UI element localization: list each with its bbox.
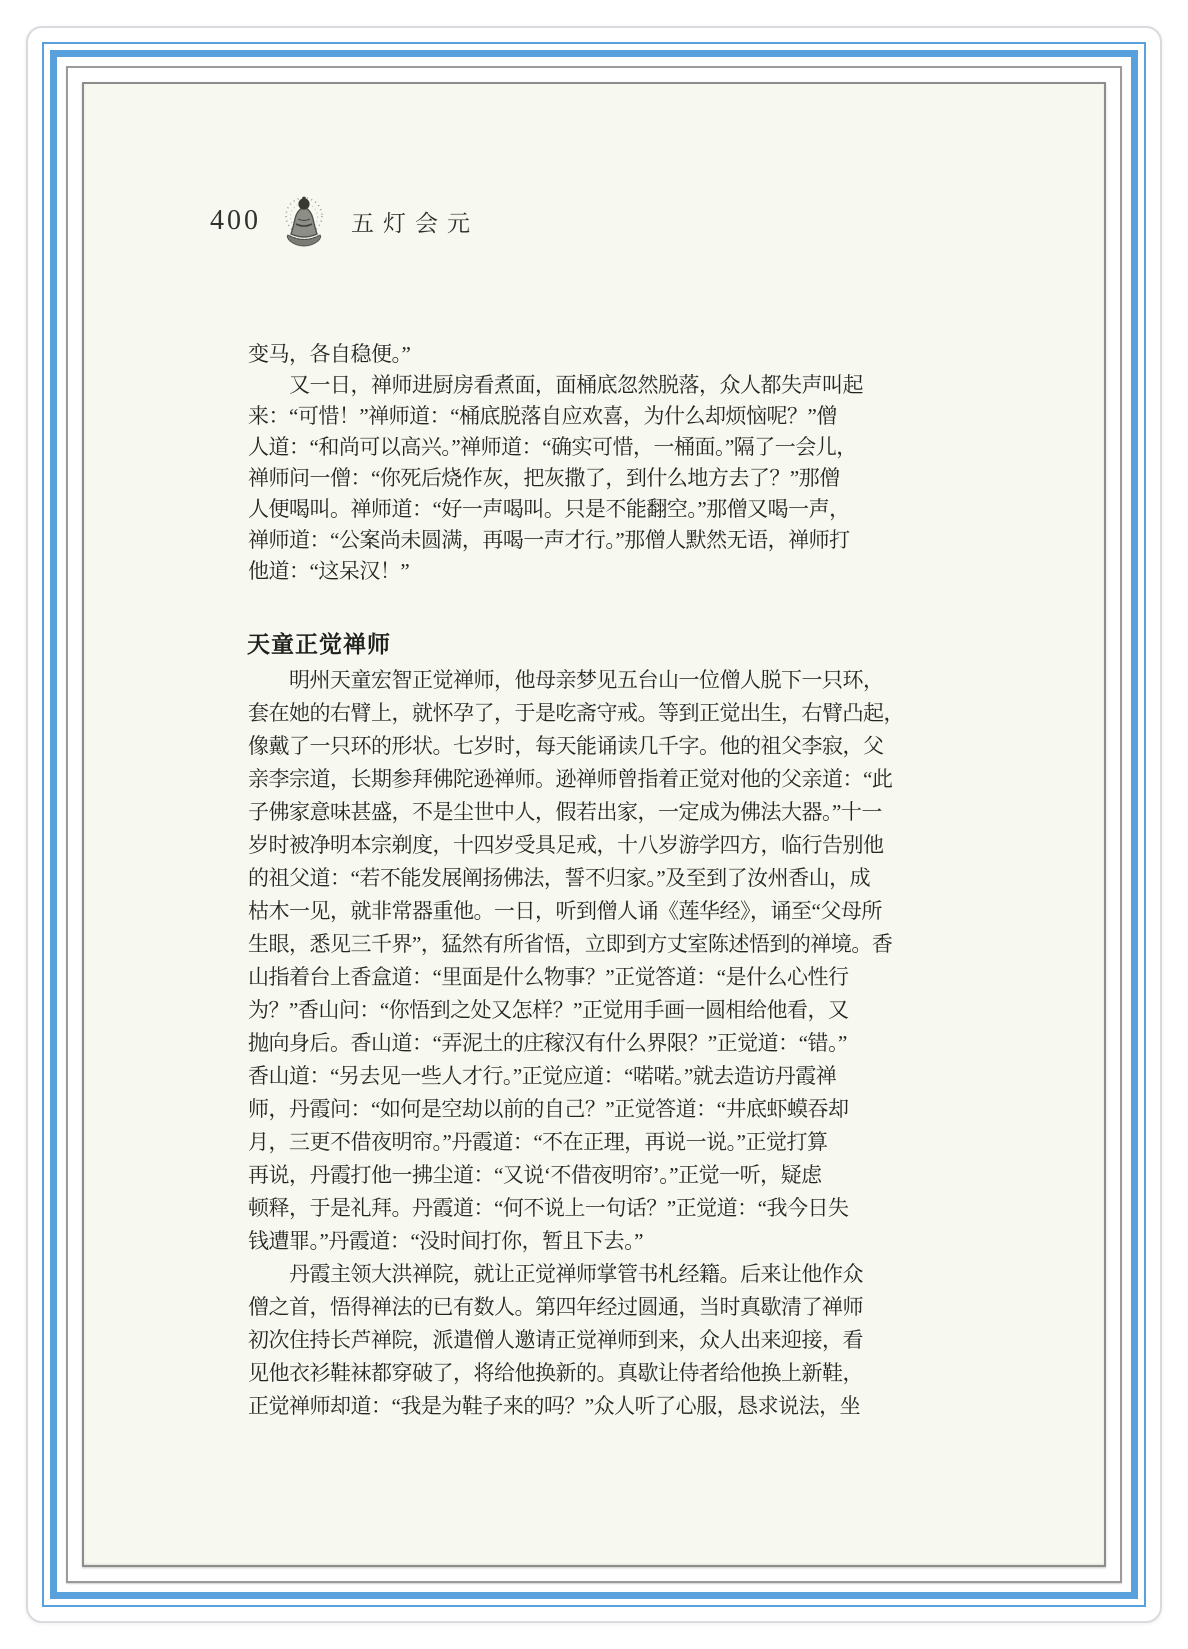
text-line: 抛向身后。香山道：“弄泥土的庄稼汉有什么界限？”正觉道：“错。” [248,1031,847,1055]
text-line: 初次住持长芦禅院，派遣僧人邀请正觉禅师到来，众人出来迎接，看 [248,1328,863,1352]
opening-paragraph [248,339,863,587]
section-heading: 天童正觉禅师 [247,631,391,657]
text-line: 枯木一见，就非常器重他。一日，听到僧人诵《莲华经》，诵至“父母所 [248,899,882,923]
buddha-icon [281,193,327,250]
text-line: 为？”香山问：“你悟到之处又怎样？”正觉用手画一圆相给他看，又 [248,998,849,1022]
text-line: 明州天童宏智正觉禅师，他母亲梦见五台山一位僧人脱下一只环， [248,668,884,692]
text-line: 月，三更不借夜明帘。”丹霞道：“不在正理，再说一说。”正觉打算 [248,1130,828,1154]
text-line: 人便喝叫。禅师道：“好一声喝叫。只是不能翻空。”那僧又喝一声， [248,497,850,521]
book-title: 五灯会元 [351,210,479,236]
running-head [210,192,479,250]
text-line: 人道：“和尚可以高兴。”禅师道：“确实可惜，一桶面。”隔了一会儿， [248,435,857,459]
text-line: 像戴了一只环的形状。七岁时，每天能诵读几千字。他的祖父李寂，父 [248,734,884,758]
text-line: 见他衣衫鞋袜都穿破了，将给他换新的。真歇让侍者给他换上新鞋， [248,1361,863,1385]
text-line: 生眼，悉见三千界”，猛然有所省悟，立即到方丈室陈述悟到的禅境。香 [248,932,893,956]
text-line: 子佛家意味甚盛，不是尘世中人，假若出家，一定成为佛法大器。”十一 [248,800,882,824]
text-line: 僧之首，悟得禅法的已有数人。第四年经过圆通，当时真歇清了禅师 [248,1295,863,1319]
text-line: 他道：“这呆汉！” [248,559,410,583]
text-line: 正觉禅师却道：“我是为鞋子来的吗？”众人听了心服，恳求说法，坐 [248,1394,861,1418]
text-line: 香山道：“另去见一些人才行。”正觉应道：“喏喏。”就去造访丹霞禅 [248,1064,837,1088]
page-number: 400 [210,205,261,236]
text-line: 又一日，禅师进厨房看煮面，面桶底忽然脱落，众人都失声叫起 [248,373,863,397]
text-line: 师，丹霞问：“如何是空劫以前的自己？”正觉答道：“井底虾蟆吞却 [248,1097,849,1121]
text-line: 的祖父道：“若不能发展阐扬佛法，誓不归家。”及至到了汝州香山，成 [248,866,871,890]
text-line: 来：“可惜！”禅师道：“桶底脱落自应欢喜，为什么却烦恼呢？”僧 [248,404,837,428]
text-line: 禅师道：“公案尚未圆满，再喝一声才行。”那僧人默然无语，禅师打 [248,528,850,552]
text-line: 亲李宗道，长期参拜佛陀逊禅师。逊禅师曾指着正觉对他的父亲道：“此 [248,767,893,791]
text-line: 丹霞主领大洪禅院，就让正觉禅师掌管书札经籍。后来让他作众 [248,1262,863,1286]
text-line: 顿释，于是礼拜。丹霞道：“何不说上一句话？”正觉道：“我今日失 [248,1196,849,1220]
page-body [82,82,1106,1567]
text-line: 再说，丹霞打他一拂尘道：“又说‘不借夜明帘’。”正觉一听，疑虑 [248,1163,822,1187]
closing-paragraph [248,1258,863,1423]
text-line: 禅师问一僧：“你死后烧作灰，把灰撒了，到什么地方去了？”那僧 [248,466,840,490]
text-line: 变马，各自稳便。” [248,342,411,366]
text-line: 岁时被净明本宗剃度，十四岁受具足戒，十八岁游学四方，临行告别他 [248,833,884,857]
text-line: 钱遭罪。”丹霞道：“没时间打你，暂且下去。” [248,1229,643,1253]
text-line: 套在她的右臂上，就怀孕了，于是吃斋守戒。等到正觉出生，右臂凸起， [248,701,904,725]
text-line: 山指着台上香盒道：“里面是什么物事？”正觉答道：“是什么心性行 [248,965,849,989]
biography-paragraph [248,664,904,1258]
